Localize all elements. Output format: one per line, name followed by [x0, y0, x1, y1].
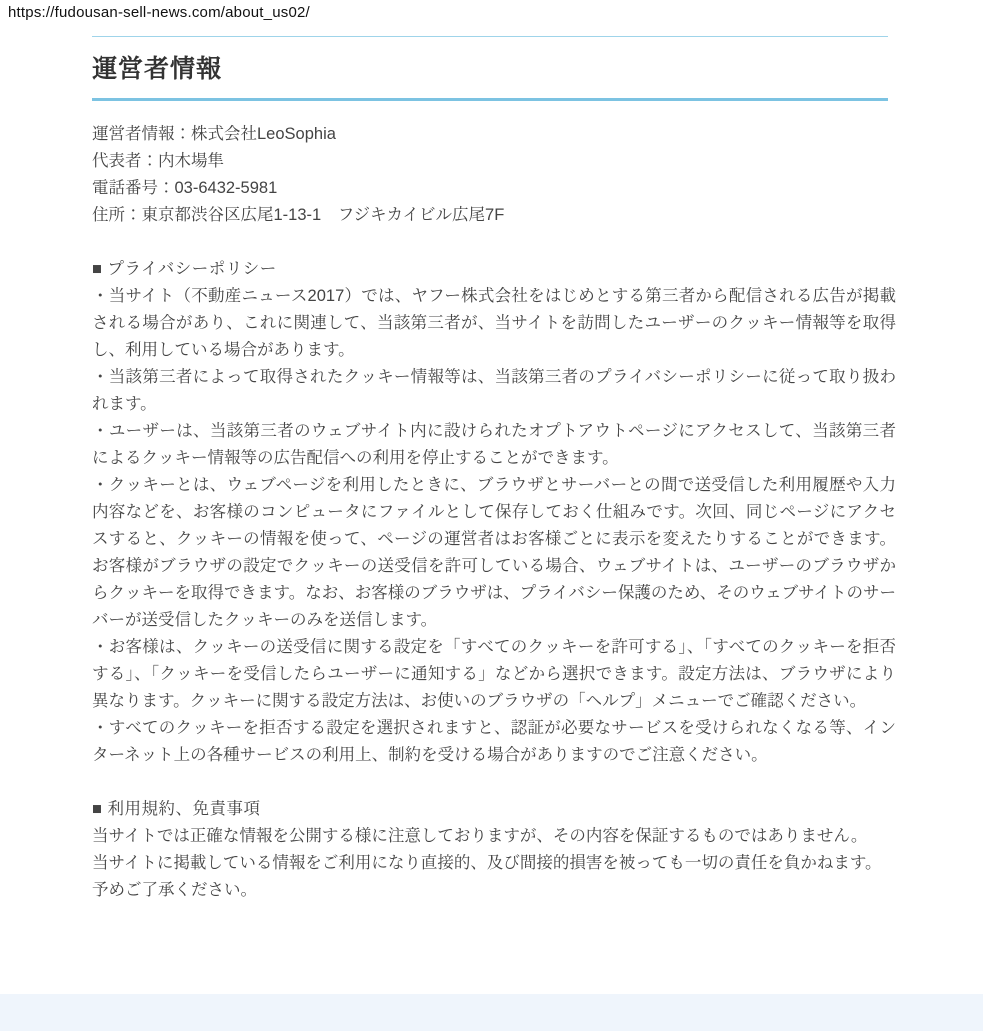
privacy-policy-item: ・お客様は、クッキーの送受信に関する設定を「すべてのクッキーを許可する」、「すべてのクッキーを拒否する」、「クッキーを受信したらユーザーに通知する」などから選択できます。設定方法は、ブラウザにより異なります。クッキーに関する設定方法は、お使いのブラウザの「ヘルプ」メニューでご確認ください。 — [92, 638, 896, 710]
footer-bar — [0, 994, 983, 1031]
terms-item: 当サイトに掲載している情報をご利用になり直接的、及び間接的損害を被っても一切の責任を負かねます。 — [92, 854, 882, 872]
operator-info-line-address: 住所：東京都渋谷区広尾1-13-1 フジキカイビル広尾7F — [92, 206, 505, 224]
terms-item: 予めご了承ください。 — [92, 881, 257, 899]
operator-info-line-phone: 電話番号：03-6432-5981 — [92, 179, 278, 197]
privacy-policy-item: ・当サイト（不動産ニュース2017）では、ヤフー株式会社をはじめとする第三者から配信される広告が掲載される場合があり、これに関連して、当該第三者が、当サイトを訪問したユーザーのクッキー情報等を取得し、利用している場合があります。 — [92, 287, 896, 359]
privacy-policy-item: ・すべてのクッキーを拒否する設定を選択されますと、認証が必要なサービスを受けられなくなる等、インターネット上の各種サービスの利用上、制約を受ける場合がありますのでご注意ください。 — [92, 719, 896, 764]
terms-section — [92, 796, 896, 904]
privacy-policy-item: ・クッキーとは、ウェブページを利用したときに、ブラウザとサーバーとの間で送受信した利用履歴や入力内容などを、お客様のコンピュータにファイルとして保存しておく仕組みです。次回、同じページにアクセスすると、クッキーの情報を使って、ページの運営者はお客様ごとに表示を変えたりすることができます。お客様がブラウザの設定でクッキーの送受信を許可している場合、ウェブサイトは、ユーザーのブラウザからクッキーを取得できます。なお、お客様のブラウザは、プライバシー保護のため、そのウェブサイトのサーバーが送受信したクッキーのみを送信します。 — [92, 476, 896, 629]
privacy-policy-item: ・ユーザーは、当該第三者のウェブサイト内に設けられたオプトアウトページにアクセスして、当該第三者によるクッキー情報等の広告配信への利用を停止することができます。 — [92, 422, 896, 467]
title-bottom-rule — [92, 98, 888, 101]
privacy-policy-heading: ■ プライバシーポリシー — [92, 260, 277, 278]
terms-item: 当サイトでは正確な情報を公開する様に注意しておりますが、その内容を保証するものではありません。 — [92, 827, 868, 845]
operator-info-line-representative: 代表者：内木場隼 — [92, 152, 224, 170]
operator-info-block — [92, 121, 896, 229]
page-url-text: https://fudousan-sell-news.com/about_us02/ — [8, 4, 310, 21]
page-content — [92, 36, 896, 904]
privacy-policy-section — [92, 256, 896, 769]
operator-info-line-company: 運営者情報：株式会社LeoSophia — [92, 125, 336, 143]
privacy-policy-item: ・当該第三者によって取得されたクッキー情報等は、当該第三者のプライバシーポリシーに従って取り扱われます。 — [92, 368, 896, 413]
terms-heading: ■ 利用規約、免責事項 — [92, 800, 261, 818]
title-top-rule — [92, 36, 888, 37]
page-title: 運営者情報 — [92, 55, 223, 83]
